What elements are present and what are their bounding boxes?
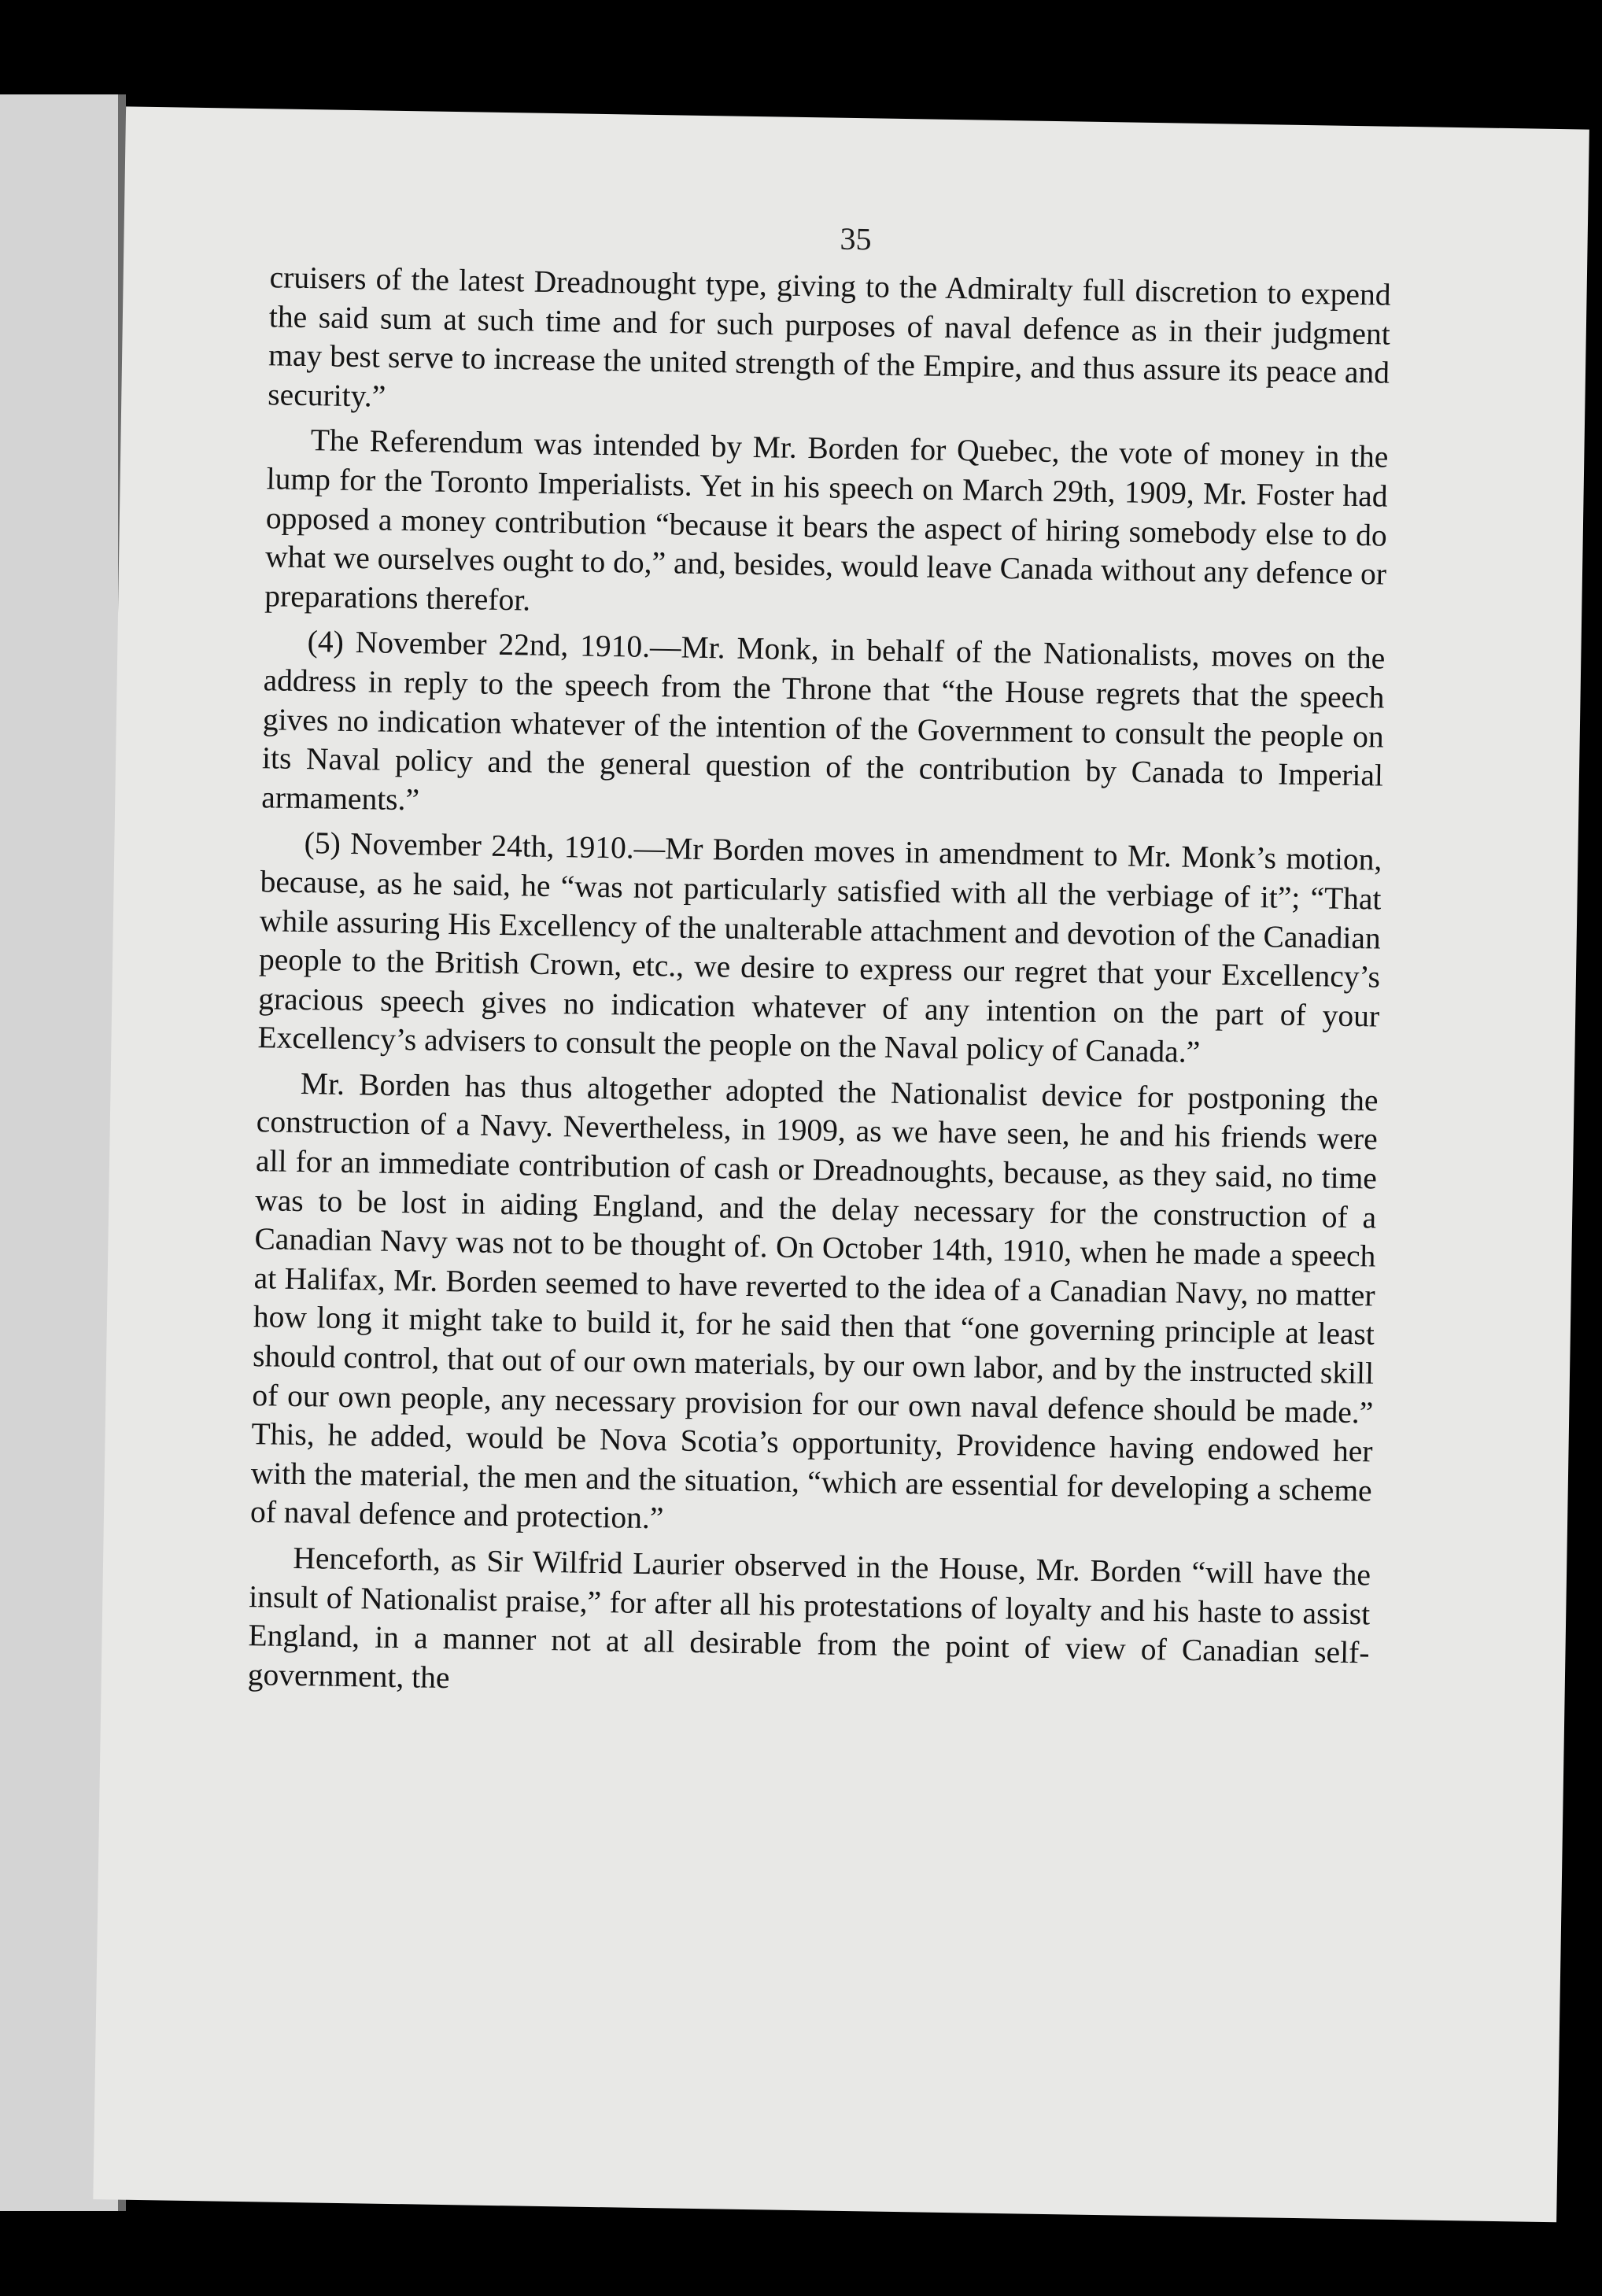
paragraph: The Referendum was intended by Mr. Borden for Quebec, the vote of money in the lump for the Toronto Imperialists. Yet in his speech on March 29th, 1909, Mr. Foster had opposed a money contribution “because it bears the aspect of hiring somebody else to do what we ourselves ought to do,” and, besides, would leave Canada without any defence or preparations therefor.	[264, 423, 1389, 618]
paragraph: (4) November 22nd, 1910.—Mr. Monk, in behalf of the Nationalists, moves on the address in reply to the speech from the Throne that “the House regrets that the speech gives no indication whatever of the intention of the Government to consult the people on its Naval policy and the general question of the contribution by Canada to Imperial armaments.”	[261, 624, 1386, 818]
paragraph: (5) November 24th, 1910.—Mr Borden moves in amendment to Mr. Monk’s motion, because, as he said, he “was not particularly satisfied with all the verbiage of it”; “That while assuring His Excellency of the unalterable attachment and devotion of the Canadian people to the British Crown, etc., we desire to express our regret that your Excellency’s gracious speech gives no indication whatever of any intention on the part of your Excellency’s advisers to consult the people on the Naval policy of Canada.”	[257, 825, 1382, 1070]
paragraph-continued: cruisers of the latest Dreadnought type, giving to the Admiralty full discretion to expend the said sum at such time and for such purposes of naval defence as in their judgment may best serve to increase the united strength of the Empire, and thus assure its peace and security.”	[268, 260, 1391, 414]
paragraph: Henceforth, as Sir Wilfrid Laurier observed in the House, Mr. Borden “will have the insult of Nationalist praise,” for after all his protestations of loyalty and his haste to assist England, in a manner not at all desirable from the point of view of Canadian self-government, the	[247, 1540, 1371, 1695]
book-page	[93, 106, 1589, 2222]
page-number: 35	[840, 220, 872, 257]
body-text	[247, 258, 1391, 1718]
paragraph: Mr. Borden has thus altogether adopted the Nationalist device for postponing the construction of a Navy. Nevertheless, in 1909, as we have seen, he and his friends were all for an immediate contribution of cash or Dreadnoughts, because, as they said, no time was to be lost in aiding England, and the delay necessary for the construction of a Canadian Navy was not to be thought of. On October 14th, 1910, when he made a speech at Halifax, Mr. Borden seemed to have reverted to the idea of a Canadian Navy, no matter how long it might take to build it, for he said then that “one governing principle at least should control, that out of our own materials, by our own labor, and by the instructed skill of our own people, any necessary provision for our own naval defence should be made.” This, he added, would be Nova Scotia’s opportunity, Providence having endowed her with the material, the men and the situation, “which are essential for developing a scheme of naval defence and protection.”	[249, 1065, 1379, 1536]
